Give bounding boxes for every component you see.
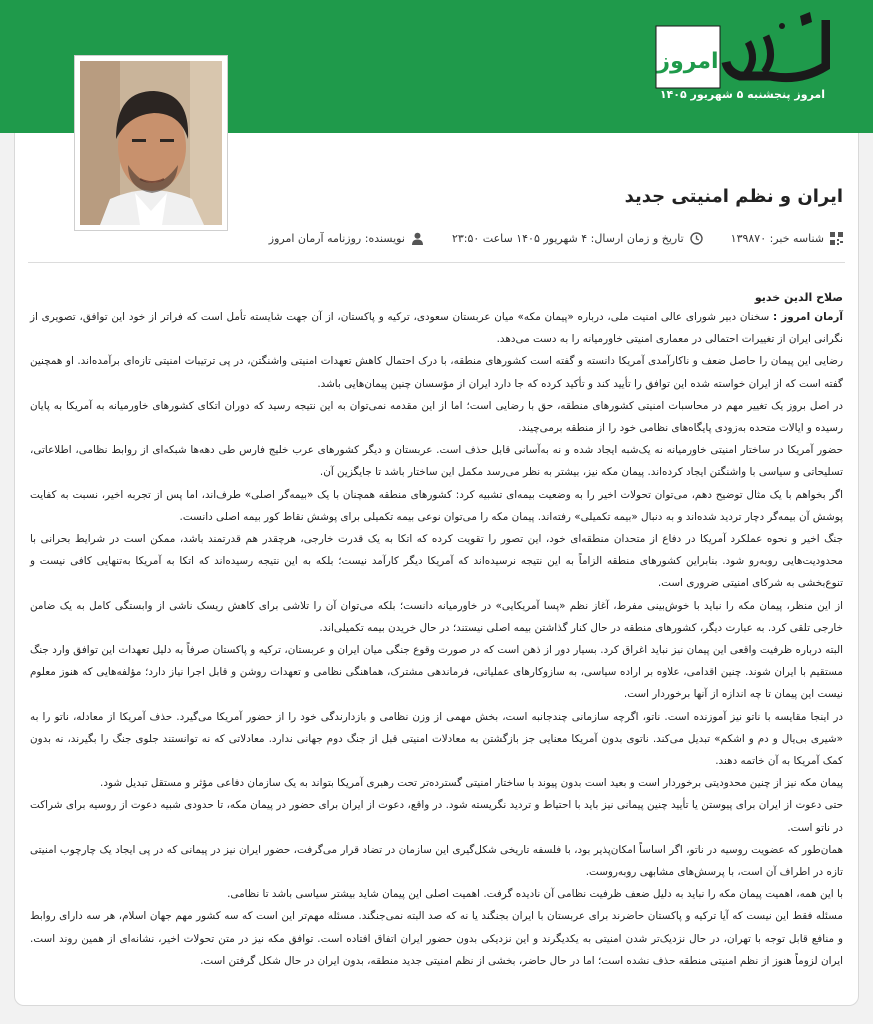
writer <box>269 232 424 245</box>
article-title: ایران و نظم امنیتی جدید <box>624 186 843 207</box>
news-id <box>731 232 843 245</box>
paragraph: همان‌طور که عضویت روسیه در ناتو، اگر اساساً امکان‌پذیر بود، با فلسفه تاریخی شکل‌گیری این سازمان در تضاد قرار می‌گرفت، حضور ایران نیز در پیمانی که در پی ایجاد یک چارچوب امنیتی تازه در اطراف آن است، با پرسش‌های مشابهی روبه‌روست. <box>30 843 843 879</box>
source-label: آرمان امروز : <box>773 311 843 323</box>
issue-date: امروز پنجشنبه ۵ شهریور ۱۴۰۵ <box>659 88 825 101</box>
user-icon <box>411 232 424 245</box>
paragraph: جنگ اخیر و نحوه عملکرد آمریکا در دفاع از متحدان منطقه‌ای خود، این تصور را تقویت کرده که اتکا به یک قدرت خارجی، هرچقدر هم قدرتمند باشد، ممکن است در شرایط بحرانی با محدودیت‌هایی روبه‌رو شود. بنابراین کشورهای منطقه الزاماً به این نتیجه نرسیده‌اند که آمریکا دیگر کارآمد نیست؛ بلکه به این نتیجه رسیده‌اند که اتکا به آمریکا به‌تنهایی کافی نیست و تنوع‌بخشی به شرکای امنیتی ضروری است. <box>30 533 843 590</box>
paragraph: حضور آمریکا در ساختار امنیتی خاورمیانه نه یک‌شبه ایجاد شده و نه به‌آسانی قابل حذف است. عربستان و دیگر کشورهای عرب خلیج فارس طی دهه‌ها شبکه‌ای از روابط نظامی، اطلاعاتی، تسلیحاتی و سیاسی با واشنگتن ایجاد کرده‌اند. پیمان مکه نیز، بیشتر به نظر می‌رسد مکمل این ساختار باشد تا جایگزین آن. <box>30 444 843 479</box>
paragraph: مسئله فقط این نیست که آیا ترکیه و پاکستان حاضرند برای عربستان با ایران بجنگند یا نه که صد البته نمی‌جنگند. مسئله مهم‌تر این است که سه کشور مهم جهان اسلام، هر سه دارای روابط و منافع قابل توجه با تهران، در حال نزدیک‌تر شدن امنیتی به یکدیگرند و این نزدیکی بدون حضور ایران اتفاق افتاده است. توافق مکه نیز در متن تحولات اخیر، نشانه‌ای از همین روند است. ایران لزوماً هنوز از نظم امنیتی منطقه حذف نشده است؛ اما در حال حاضر، بخشی از نظم امنیتی جدید منطقه، بدون ایران در حال شکل گرفتن است. <box>30 910 843 967</box>
paragraph: رضایی این پیمان را حاصل ضعف و ناکارآمدی آمریکا دانسته و گفته است کشورهای منطقه، با درک احتمال کاهش تعهدات امنیتی واشنگتن، در پی ترتیبات امنیتی تازه‌ای برآمده‌اند. او همچنین گفته است که از ایران خواسته شده این توافق را تأیید کند و تأکید کرده که جا دارد ایران از مؤسسان چنین پیمان‌هایی باشد. <box>30 355 843 390</box>
paragraph-text: سخنان دبیر شورای عالی امنیت ملی، درباره «پیمان مکه» میان عربستان سعودی، ترکیه و پاکستان، از آن جهت شایسته تأمل است که فراتر از خود این توافق، تصویری از نگرانی ایران از تغییرات احتمالی در معماری امنیتی خاورمیانه را به دست می‌دهد. <box>30 311 843 346</box>
writer-text: نویسنده: روزنامه آرمان امروز <box>268 231 405 245</box>
author-name: صلاح الدین خدیو <box>754 291 843 304</box>
paragraph: البته درباره ظرفیت واقعی این پیمان نیز نباید اغراق کرد. بسیار دور از ذهن است که در صورت وقوع جنگی میان ایران و عربستان، ترکیه و پاکستان صرفاً به دلیل تعهدات این توافق وارد جنگ مستقیم با ایران شوند. چنین اقدامی، علاوه بر اراده سیاسی، به سازوکارهای عملیاتی، فرماندهی مشترک، هماهنگی نظامی و تعهدات روشن و قابل اجرا نیاز دارد؛ مؤلفه‌هایی که هنوز معلوم نیست این پیمان تا چه اندازه از آنها برخوردار است. <box>30 644 843 701</box>
paragraph: پیمان مکه نیز از چنین محدودیتی برخوردار است و بعید است بدون پیوند با ساختار امنیتی گسترده‌تر تحت رهبری آمریکا بتواند به یک سازمان دفاعی مؤثر و مستقل تبدیل شود. <box>100 777 843 790</box>
sent-time-text: تاریخ و زمان ارسال: ۴ شهریور ۱۴۰۵ ساعت ۲۳:۵۰ <box>451 231 684 245</box>
qr-code-icon <box>830 232 843 245</box>
paragraph: حتی دعوت از ایران برای پیوستن یا تأیید چنین پیمانی نیز باید با احتیاط و تردید نگریسته شود. در واقع، دعوت از ایران برای حضور در پیمان مکه، تا حدودی شبیه دعوت از روسیه برای شراکت در ناتو است. <box>30 799 843 834</box>
paragraph: در اصل بروز یک تغییر مهم در محاسبات امنیتی کشورهای منطقه، حق با رضایی است؛ اما از این مقدمه نمی‌توان به این نتیجه رسید که دوران اتکای کشورهای خاورمیانه به آمریکا به پایان رسیده و ایالات متحده به‌زودی پایگاه‌های نظامی خود را از منطقه برمی‌چیند. <box>30 399 843 435</box>
meta-divider <box>28 262 845 263</box>
paragraph <box>30 306 843 350</box>
clock-icon <box>690 232 703 245</box>
paragraph: در اینجا مقایسه با ناتو نیز آموزنده است. ناتو، اگرچه سازمانی چندجانبه است، بخش مهمی از وزن نظامی و بازدارندگی خود را از حضور آمریکا می‌گیرد. حذف آمریکا از معادله، ناتو را به «شیری بی‌یال و دم و اشکم» تبدیل می‌کند. ناتوی بدون آمریکا معنایی جز بازگشتن به معادلات امنیتی قبل از جنگ دوم جهانی ندارد. معادلاتی که نه توانستند جلوی جنگ را بگیرند، نه بدون کمک آمریکا به آن خاتمه دهند. <box>30 710 843 768</box>
paragraph: از این منظر، پیمان مکه را نباید با خوش‌بینی مفرط، آغاز نظم «پسا آمریکایی» در خاورمیانه دانست؛ بلکه می‌توان آن را تلاشی برای کاهش ریسک ناشی از وابستگی کامل به یک ضامن خارجی تلقی کرد. به عبارت دیگر، کشورهای منطقه در حال کنار گذاشتن بیمه اصلی نیستند؛ در حال خریدن بیمه تکمیلی‌اند. <box>30 599 843 634</box>
paragraph: اگر بخواهم با یک مثال توضیح دهم، می‌توان تحولات اخیر را به وضعیت بیمه‌ای تشبیه کرد: کشورهای منطقه همچنان با یک «بیمه‌گر اصلی» طرف‌اند، اما پس از تجربه اخیر، نسبت به کفایت پوشش آن بیمه‌گر دچار تردید شده‌اند و به دنبال «بیمه تکمیلی» رفته‌اند. پیمان مکه را می‌توان نوعی بیمه تکمیلی برای پوشش نقاط کور بیمه اصلی دانست. <box>30 488 843 523</box>
paragraph: با این همه، اهمیت پیمان مکه را نباید به دلیل ضعف ظرفیت نظامی آن نادیده گرفت. اهمیت اصلی این پیمان شاید بیشتر سیاسی باشد تا نظامی. <box>227 888 843 901</box>
author-photo-frame <box>74 55 228 231</box>
news-id-text: شناسه خبر: ۱۳۹۸۷۰ <box>730 231 824 245</box>
author-portrait-image <box>80 61 222 225</box>
article-meta <box>263 229 843 247</box>
author-photo <box>80 61 222 225</box>
svg-text:امروز: امروز <box>657 49 719 74</box>
sent-time <box>452 232 703 245</box>
article-body <box>30 306 843 972</box>
